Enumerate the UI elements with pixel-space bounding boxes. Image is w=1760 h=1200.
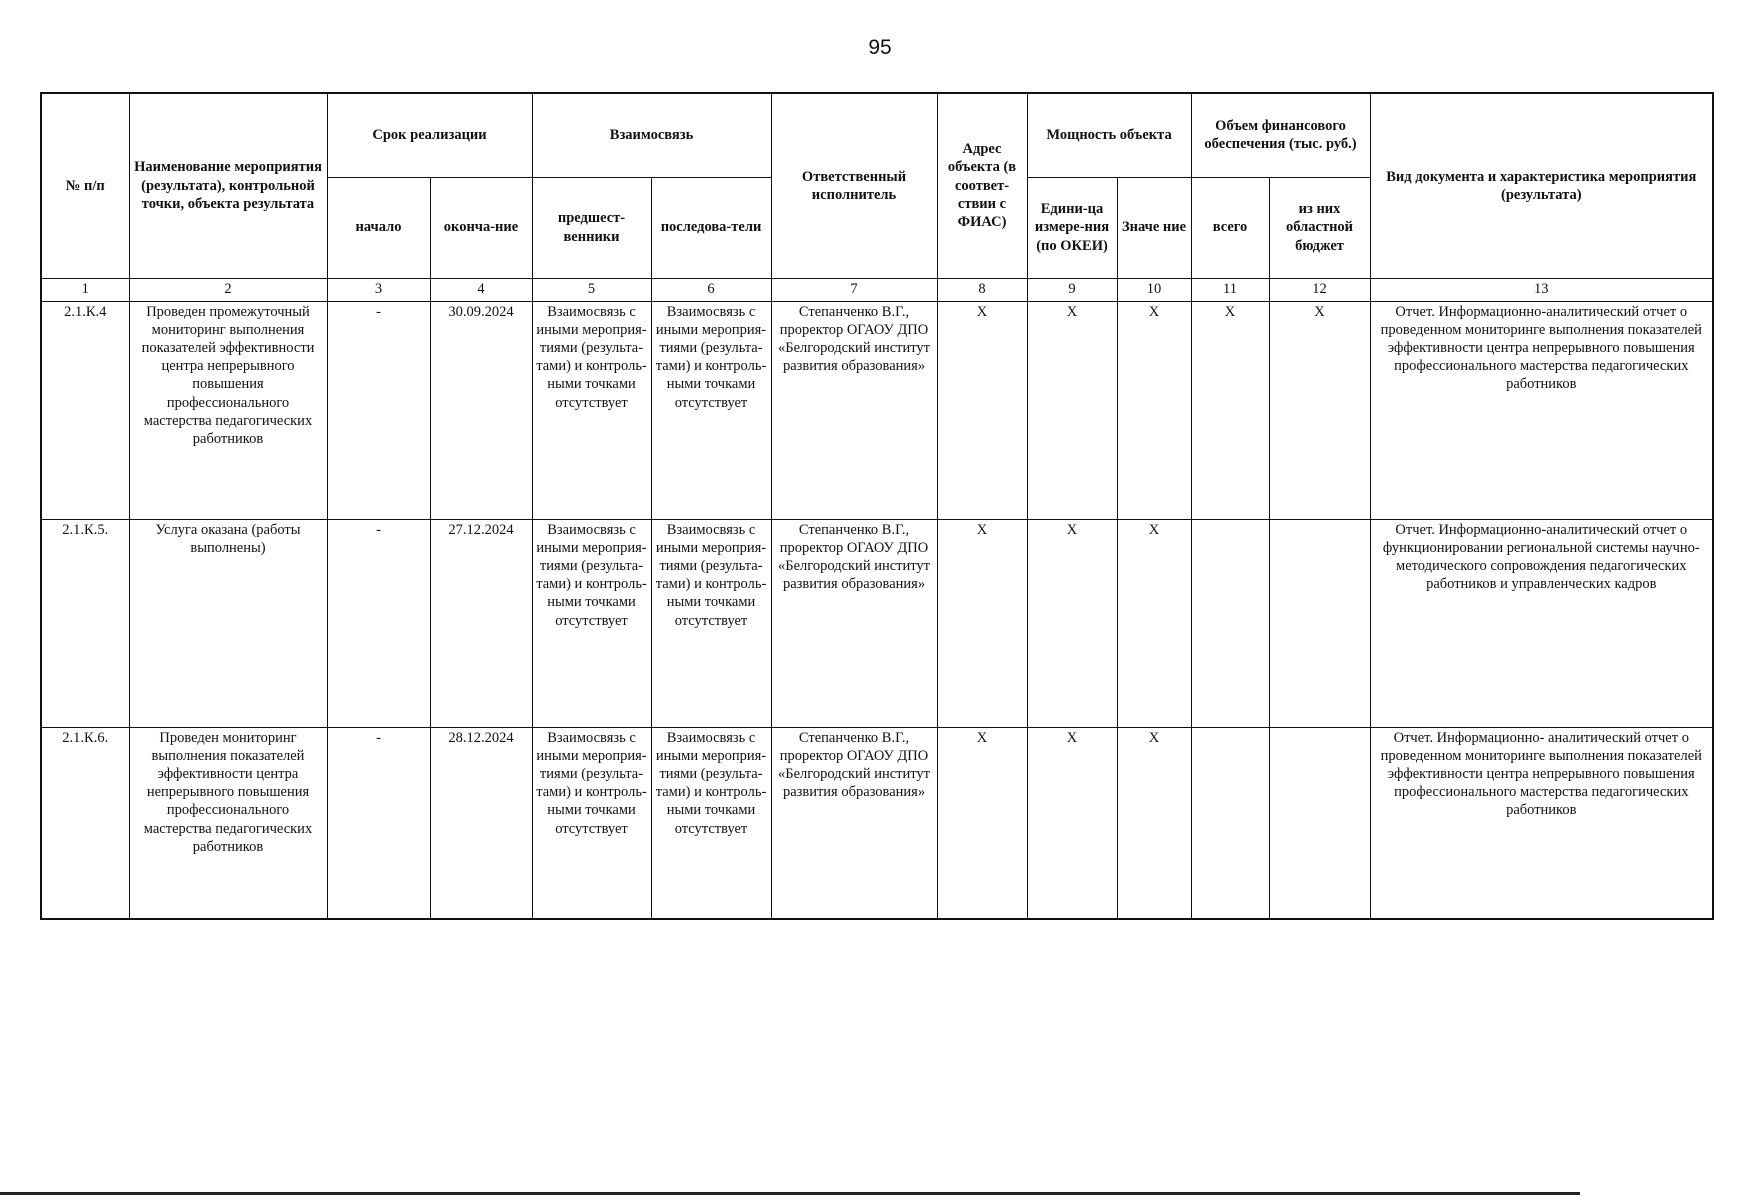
row-regional xyxy=(1269,519,1370,727)
row-number: 2.1.К.5. xyxy=(41,519,129,727)
col-number: 2 xyxy=(129,278,327,301)
row-start: - xyxy=(327,727,430,919)
row-end: 30.09.2024 xyxy=(430,301,532,519)
table-row xyxy=(41,301,1713,519)
header-vzaimo: Взаимосвязь xyxy=(532,93,771,177)
row-address: Х xyxy=(937,727,1027,919)
header-adres: Адрес объекта (в соответ-ствии с ФИАС) xyxy=(937,93,1027,278)
row-address: Х xyxy=(937,301,1027,519)
header-srok-start: начало xyxy=(327,177,430,278)
row-document: Отчет. Информационно-аналитический отчет о проведенном мониторинге выполнения показателей эффективности центра непрерывного повышения профессионального мастерства педагогических работников xyxy=(1370,301,1713,519)
col-number: 5 xyxy=(532,278,651,301)
row-document: Отчет. Информационно- аналитический отчет о проведенном мониторинге выполнения показателей эффективности центра непрерывного повышения профессионального мастерства педагогических работников xyxy=(1370,727,1713,919)
row-predecessors: Взаимосвязь с иными мероприя-тиями (результа-тами) и контроль-ными точками отсутствует xyxy=(532,301,651,519)
row-end: 27.12.2024 xyxy=(430,519,532,727)
row-start: - xyxy=(327,301,430,519)
header-srok-end: оконча-ние xyxy=(430,177,532,278)
row-unit: Х xyxy=(1027,727,1117,919)
header-otv: Ответственный исполнитель xyxy=(771,93,937,278)
row-name: Услуга оказана (работы выполнены) xyxy=(129,519,327,727)
col-number: 13 xyxy=(1370,278,1713,301)
row-predecessors: Взаимосвязь с иными мероприя-тиями (результа-тами) и контроль-ными точками отсутствует xyxy=(532,727,651,919)
header-moshch-unit: Едини-ца измере-ния (по ОКЕИ) xyxy=(1027,177,1117,278)
header-vid: Вид документа и характеристика мероприятия (результата) xyxy=(1370,93,1713,278)
col-number: 11 xyxy=(1191,278,1269,301)
row-value: Х xyxy=(1117,301,1191,519)
header-moshch: Мощность объекта xyxy=(1027,93,1191,177)
col-number: 8 xyxy=(937,278,1027,301)
col-number: 7 xyxy=(771,278,937,301)
row-total: Х xyxy=(1191,301,1269,519)
row-address: Х xyxy=(937,519,1027,727)
header-obem: Объем финансового обеспечения (тыс. руб.) xyxy=(1191,93,1370,177)
scan-bottom-rule xyxy=(0,1192,1580,1195)
header-vzaimo-pred: предшест-венники xyxy=(532,177,651,278)
col-number: 9 xyxy=(1027,278,1117,301)
row-name: Проведен мониторинг выполнения показателей эффективности центра непрерывного повышения профессионального мастерства педагогических работников xyxy=(129,727,327,919)
header-srok: Срок реализации xyxy=(327,93,532,177)
row-number: 2.1.К.4 xyxy=(41,301,129,519)
row-number: 2.1.К.6. xyxy=(41,727,129,919)
row-responsible: Степанченко В.Г., проректор ОГАОУ ДПО «Белгородский институт развития образования» xyxy=(771,301,937,519)
header-vzaimo-posl: последова-тели xyxy=(651,177,771,278)
row-unit: Х xyxy=(1027,301,1117,519)
row-end: 28.12.2024 xyxy=(430,727,532,919)
row-name: Проведен промежуточный мониторинг выполнения показателей эффективности центра непрерывного повышения профессионального мастерства педагогических работников xyxy=(129,301,327,519)
table-row xyxy=(41,519,1713,727)
row-value: Х xyxy=(1117,519,1191,727)
col-number: 10 xyxy=(1117,278,1191,301)
column-numbers-row xyxy=(41,278,1713,301)
col-number: 1 xyxy=(41,278,129,301)
activities-table xyxy=(40,92,1714,920)
header-moshch-val: Значе ние xyxy=(1117,177,1191,278)
row-value: Х xyxy=(1117,727,1191,919)
table-row xyxy=(41,727,1713,919)
row-regional: Х xyxy=(1269,301,1370,519)
header-obem-total: всего xyxy=(1191,177,1269,278)
row-total xyxy=(1191,727,1269,919)
col-number: 4 xyxy=(430,278,532,301)
row-document: Отчет. Информационно-аналитический отчет о функционировании региональной системы научно-методического сопровождения педагогических работников и управленческих кадров xyxy=(1370,519,1713,727)
header-num: № п/п xyxy=(41,93,129,278)
row-predecessors: Взаимосвязь с иными мероприя-тиями (результа-тами) и контроль-ными точками отсутствует xyxy=(532,519,651,727)
col-number: 12 xyxy=(1269,278,1370,301)
row-successors: Взаимосвязь с иными мероприя-тиями (результа-тами) и контроль-ными точками отсутствует xyxy=(651,301,771,519)
row-total xyxy=(1191,519,1269,727)
row-regional xyxy=(1269,727,1370,919)
row-responsible: Степанченко В.Г., проректор ОГАОУ ДПО «Белгородский институт развития образования» xyxy=(771,727,937,919)
row-successors: Взаимосвязь с иными мероприя-тиями (результа-тами) и контроль-ными точками отсутствует xyxy=(651,519,771,727)
col-number: 3 xyxy=(327,278,430,301)
row-start: - xyxy=(327,519,430,727)
row-successors: Взаимосвязь с иными мероприя-тиями (результа-тами) и контроль-ными точками отсутствует xyxy=(651,727,771,919)
header-name: Наименование мероприятия (результата), контрольной точки, объекта результата xyxy=(129,93,327,278)
row-unit: Х xyxy=(1027,519,1117,727)
col-number: 6 xyxy=(651,278,771,301)
page-number: 95 xyxy=(868,36,892,59)
header-obem-obl: из них областной бюджет xyxy=(1269,177,1370,278)
row-responsible: Степанченко В.Г., проректор ОГАОУ ДПО «Белгородский институт развития образования» xyxy=(771,519,937,727)
